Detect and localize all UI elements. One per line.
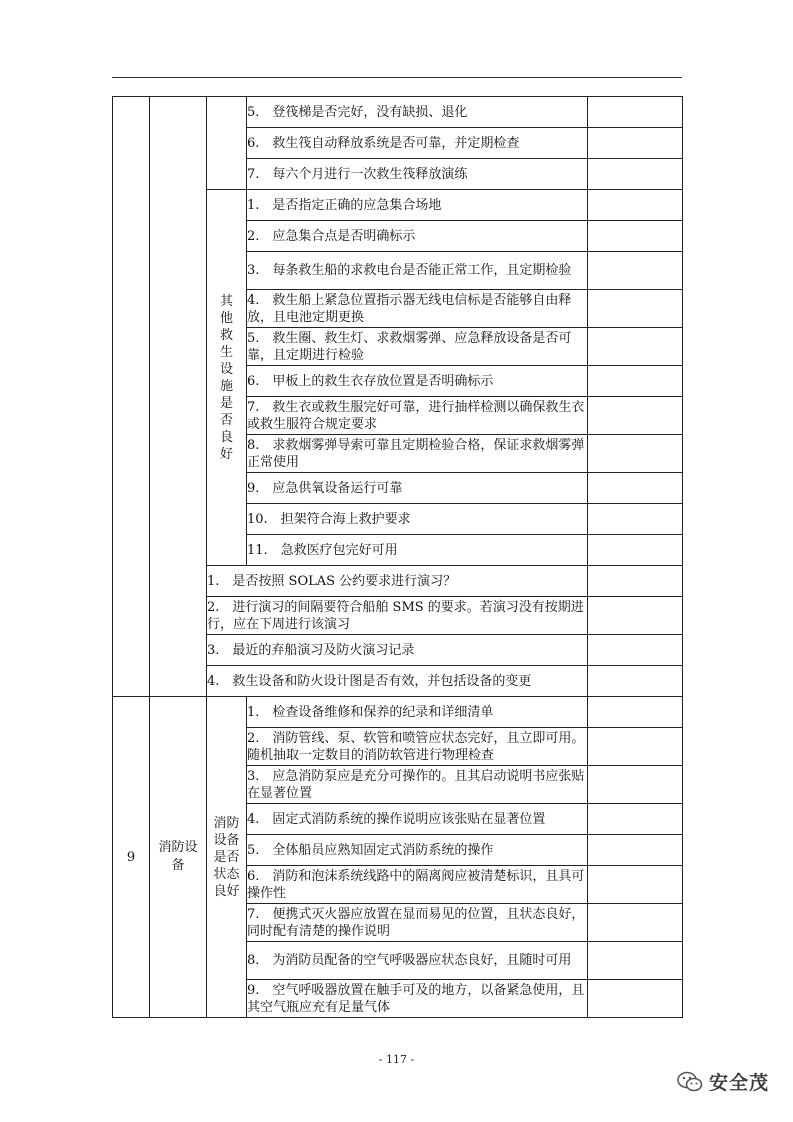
check-item: 2. 应急集合点是否明确标示 (247, 221, 588, 252)
subcategory-label: 其他救生设施是否良好 (219, 293, 233, 462)
result-cell[interactable] (588, 535, 683, 566)
check-item: 10. 担架符合海上救护要求 (247, 504, 588, 535)
checklist-sheet (112, 96, 682, 1018)
result-cell[interactable] (588, 504, 683, 535)
watermark (677, 1068, 769, 1095)
watermark-text: 安全茂 (708, 1072, 769, 1094)
check-item: 8. 为消防员配备的空气呼吸器应状态良好，且随时可用 (247, 942, 588, 980)
check-item: 4. 固定式消防系统的操作说明应该张贴在显著位置 (247, 804, 588, 835)
check-item: 9. 空气呼吸器放置在触手可及的地方，以备紧急使用，且其空气瓶应充有足量气体 (247, 980, 588, 1018)
check-item: 4. 救生设备和防火设计图是否有效，并包括设备的变更 (207, 666, 588, 697)
section-number-cell (113, 97, 150, 697)
check-item: 1. 检查设备维修和保养的纪录和详细清单 (247, 697, 588, 728)
result-cell[interactable] (588, 866, 683, 904)
result-cell[interactable] (588, 290, 683, 328)
category-cell (150, 97, 207, 697)
result-cell[interactable] (588, 697, 683, 728)
result-cell[interactable] (588, 252, 683, 290)
check-item: 7. 每六个月进行一次救生筏释放演练 (247, 159, 588, 190)
result-cell[interactable] (588, 328, 683, 366)
result-cell[interactable] (588, 728, 683, 766)
check-item: 6. 甲板上的救生衣存放位置是否明确标示 (247, 366, 588, 397)
result-cell[interactable] (588, 635, 683, 666)
category-cell (150, 697, 207, 1018)
check-item: 4. 救生船上紧急位置指示器无线电信标是否能够自由释放，且电池定期更换 (247, 290, 588, 328)
result-cell[interactable] (588, 366, 683, 397)
result-cell[interactable] (588, 804, 683, 835)
result-cell[interactable] (588, 766, 683, 804)
subcategory-label: 消防设备是否状态良好 (213, 815, 240, 899)
table-row (113, 697, 683, 728)
checklist-table (112, 96, 683, 1018)
check-item: 2. 消防管线、泵、软管和喷管应状态完好，且立即可用。随机抽取一定数目的消防软管进行物理检查 (247, 728, 588, 766)
check-item: 3. 每条救生船的求救电台是否能正常工作，且定期检验 (247, 252, 588, 290)
check-item: 6. 消防和泡沫系统线路中的隔离阀应被清楚标识，且具可操作性 (247, 866, 588, 904)
section-number-cell: 9 (113, 697, 150, 1018)
subcategory-cell (207, 97, 247, 190)
result-cell[interactable] (588, 221, 683, 252)
check-item: 6. 救生筏自动释放系统是否可靠，并定期检查 (247, 128, 588, 159)
check-item: 8. 求救烟雾弹导索可靠且定期检验合格，保证求救烟雾弹正常使用 (247, 435, 588, 473)
result-cell[interactable] (588, 566, 683, 597)
result-cell[interactable] (588, 835, 683, 866)
subcategory-cell (207, 190, 247, 566)
check-item: 11. 急救医疗包完好可用 (247, 535, 588, 566)
result-cell[interactable] (588, 128, 683, 159)
check-item: 1. 是否指定正确的应急集合场地 (247, 190, 588, 221)
result-cell[interactable] (588, 942, 683, 980)
result-cell[interactable] (588, 597, 683, 635)
check-item: 3. 应急消防泵应是充分可操作的。且其启动说明书应张贴在显著位置 (247, 766, 588, 804)
result-cell[interactable] (588, 97, 683, 128)
result-cell[interactable] (588, 397, 683, 435)
result-cell[interactable] (588, 435, 683, 473)
check-item: 5. 全体船员应熟知固定式消防系统的操作 (247, 835, 588, 866)
check-item: 5. 登筏梯是否完好，没有缺损、退化 (247, 97, 588, 128)
check-item: 1. 是否按照 SOLAS 公约要求进行演习？ (207, 566, 588, 597)
result-cell[interactable] (588, 473, 683, 504)
check-item: 9. 应急供氧设备运行可靠 (247, 473, 588, 504)
check-item: 7. 便携式灭火器应放置在显而易见的位置，且状态良好，同时配有清楚的操作说明 (247, 904, 588, 942)
result-cell[interactable] (588, 980, 683, 1018)
page-number: - 117 - (378, 1053, 415, 1066)
result-cell[interactable] (588, 904, 683, 942)
result-cell[interactable] (588, 666, 683, 697)
table-row (113, 97, 683, 128)
check-item: 7. 救生衣或救生服完好可靠，进行抽样检测以确保救生衣或救生服符合规定要求 (247, 397, 588, 435)
check-item: 2. 进行演习的间隔要符合船舶 SMS 的要求。若演习没有按期进行，应在下周进行该演习 (207, 597, 588, 635)
check-item: 3. 最近的弃船演习及防火演习记录 (207, 635, 588, 666)
header-rule (112, 77, 682, 78)
category-label: 消防设备 (158, 840, 198, 873)
check-item: 5. 救生圈、救生灯、求救烟雾弹、应急释放设备是否可靠，且定期进行检验 (247, 328, 588, 366)
result-cell[interactable] (588, 159, 683, 190)
wechat-icon (677, 1071, 703, 1093)
subcategory-cell (207, 697, 247, 1018)
result-cell[interactable] (588, 190, 683, 221)
